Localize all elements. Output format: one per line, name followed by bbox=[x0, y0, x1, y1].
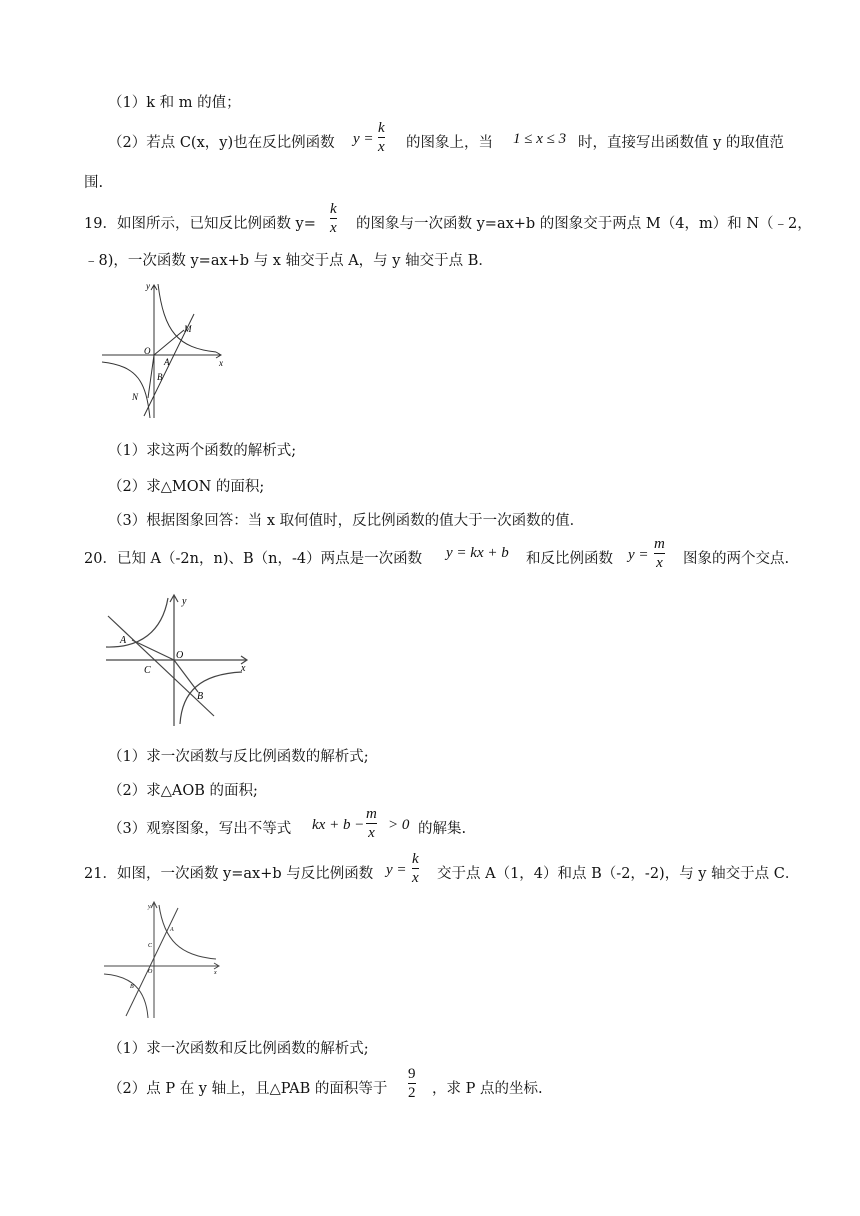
q21-part2-text-a: （2）点 P 在 y 轴上，且△PAB 的面积等于 bbox=[108, 1081, 388, 1097]
x-axis-label: x bbox=[214, 970, 217, 976]
x-axis-label: x bbox=[219, 358, 223, 368]
hyperbola-upper-right-branch bbox=[159, 905, 216, 959]
q21-part1: （1）求一次函数和反比例函数的解析式; bbox=[108, 1041, 369, 1057]
q20-part3-greater-than: > 0 bbox=[388, 817, 410, 833]
point-c-label: C bbox=[144, 665, 151, 676]
q20-fraction-m-over-x: m x bbox=[366, 806, 377, 841]
point-m-label: M bbox=[184, 324, 192, 334]
linear-function-line bbox=[126, 908, 178, 1016]
q21-fraction-nine-over-two: 9 2 bbox=[408, 1066, 416, 1101]
segment-oa bbox=[132, 640, 174, 660]
q21-fraction-k-over-x: k x bbox=[412, 851, 419, 886]
q20-stem-c: 图象的两个交点. bbox=[683, 551, 790, 567]
q18-part2-end: 围. bbox=[84, 175, 104, 191]
hyperbola-upper-branch bbox=[158, 284, 216, 352]
q18-fraction-k-over-x: k x bbox=[378, 120, 385, 155]
q19-stem-line2: ﹣8)，一次函数 y=ax+b 与 x 轴交于点 A，与 y 轴交于点 B． bbox=[84, 253, 493, 269]
q20-stem-a: 20．已知 A（-2n，n)、B（n，-4）两点是一次函数 bbox=[84, 551, 423, 567]
q20-fraction-m-over-x: m x bbox=[654, 536, 665, 571]
q19-graph bbox=[98, 282, 228, 420]
q20-part2: （2）求△AOB 的面积; bbox=[108, 783, 258, 799]
q19-fraction-k-over-x: k x bbox=[330, 201, 337, 236]
point-a-label: A bbox=[120, 635, 127, 646]
q21-stem-b: 交于点 A（1，4）和点 B（-2，-2)，与 y 轴交于点 C． bbox=[437, 866, 800, 882]
q20-part3-text-b: 的解集. bbox=[418, 821, 467, 837]
q19-stem-b: 的图象与一次函数 y=ax+b 的图象交于两点 M（4，m）和 N（﹣2， bbox=[356, 216, 812, 232]
q20-stem-b: 和反比例函数 bbox=[526, 551, 613, 567]
q21-part2-text-b: ，求 P 点的坐标. bbox=[432, 1081, 543, 1097]
q18-part2-text-a: （2）若点 C(x，y)也在反比例函数 bbox=[108, 135, 335, 151]
point-b-label: B bbox=[157, 372, 163, 382]
hyperbola-lower-branch bbox=[102, 362, 150, 418]
q19-part3: （3）根据图象回答：当 x 取何值时，反比例函数的值大于一次函数的值． bbox=[108, 513, 585, 529]
q18-part2-text-c: 时，直接写出函数值 y 的取值范 bbox=[578, 135, 784, 151]
point-b-label: B bbox=[130, 984, 134, 990]
point-b-label: B bbox=[197, 691, 204, 702]
q21-stem-a: 21．如图，一次函数 y=ax+b 与反比例函数 bbox=[84, 866, 374, 882]
q20-graph bbox=[100, 592, 252, 728]
hyperbola-lower-left-branch bbox=[104, 974, 148, 1018]
origin-label: O bbox=[176, 650, 184, 661]
point-a-label: A bbox=[170, 927, 174, 933]
point-a-label: A bbox=[164, 357, 170, 367]
q18-part2-inequality: 1 ≤ x ≤ 3 bbox=[513, 131, 567, 147]
q20-inverse-equation: y = bbox=[628, 547, 649, 563]
q20-linear-equation: y = kx + b bbox=[446, 545, 509, 561]
x-axis-label: x bbox=[241, 663, 246, 674]
q18-part1: （1）k 和 m 的值； bbox=[108, 95, 241, 111]
y-axis-label: y bbox=[146, 282, 150, 291]
q19-stem-a: 19．如图所示，已知反比例函数 y= bbox=[84, 216, 316, 232]
q21-inverse-equation: y = bbox=[386, 862, 407, 878]
q20-part1: （1）求一次函数与反比例函数的解析式; bbox=[108, 749, 369, 765]
origin-label: O bbox=[144, 346, 151, 356]
q20-part3-text-a: （3）观察图象，写出不等式 bbox=[108, 821, 292, 837]
segment-ob bbox=[174, 660, 198, 692]
q19-part1: （1）求这两个函数的解析式; bbox=[108, 443, 297, 459]
q19-part2: （2）求△MON 的面积; bbox=[108, 479, 265, 495]
point-c-label: C bbox=[148, 943, 153, 949]
q21-graph bbox=[102, 900, 222, 1020]
q18-part2-text-b: 的图象上，当 bbox=[406, 135, 493, 151]
point-n-label: N bbox=[132, 392, 139, 402]
q18-part2-equation: y = bbox=[353, 131, 374, 147]
y-axis-label: y bbox=[148, 904, 151, 910]
origin-label: O bbox=[148, 969, 153, 975]
segment-on bbox=[148, 355, 154, 398]
y-axis-label: y bbox=[182, 596, 187, 607]
q20-part3-expression: kx + b − bbox=[312, 817, 365, 833]
